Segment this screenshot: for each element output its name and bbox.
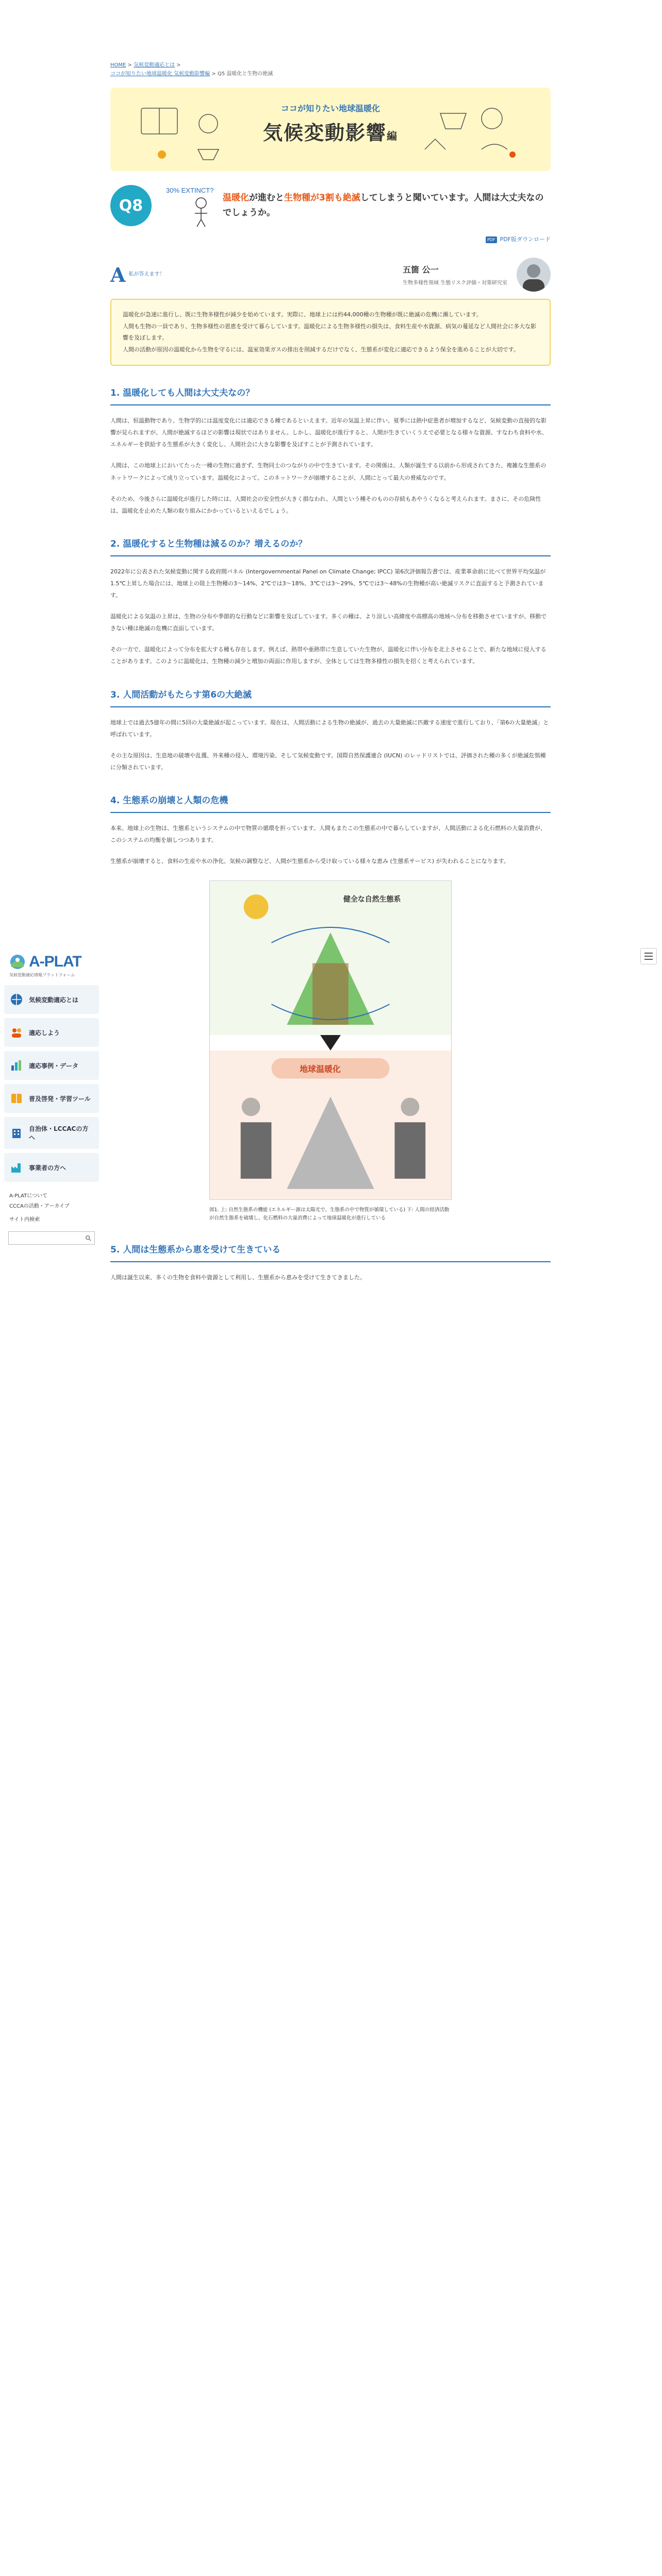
body-paragraph: 人間は、恒温動物であり、生物学的には温度変化には適応できる種であるといえます。近年の気温上昇に伴い、夏季には熱中症患者が増加するなど、気候変動の直接的な影響が見られますが、人間が絶滅するほどの影響は現状ではありません。しかし、温暖化が進行すると、人間が生きていくうえで必要となる様々な資源、すなわち食料や水、エネルギーを供給する生態系が大きく変化し、人間社会に大きな影響を及ぼすことが予測されています。 [110, 417, 548, 448]
section-heading: 3. 人間活動がもたらす第6の大絶滅 [110, 687, 551, 707]
question-text-part: してしまうと聞いています。人間は大丈夫なのでしょうか。 [223, 193, 544, 218]
summary-paragraph: 人間も生物の一員であり、生物多様性の恩恵を受けて暮らしています。温暖化による生物多様性の損失は、食料生産や水資源、病気の蔓延など人間社会に多大な影響を及ぼします。 [123, 323, 537, 342]
sidebar-item-label: 適応しよう [29, 1029, 60, 1037]
question-keyword-warming: 温暖化 [223, 193, 249, 204]
building-icon [9, 1126, 24, 1140]
figure-1 [209, 880, 452, 1223]
site-logo[interactable] [0, 948, 103, 973]
question-text-part: が進むと [249, 193, 284, 204]
body-paragraph: 温暖化による気温の上昇は、生物の分布や季節的な行動などに影響を及ぼしています。多くの種は、より涼しい高緯度や高標高の地域へ分布を移動させていますが、移動できない種は絶滅の危機に直面しています。 [110, 613, 547, 632]
breadcrumb-separator: > [127, 62, 132, 68]
sidebar-item-learning-tools[interactable] [4, 1084, 99, 1113]
book-icon [9, 1091, 24, 1106]
answer-summary [110, 299, 551, 366]
banner-title-suffix: 編 [387, 130, 398, 142]
sidebar-item-adapt[interactable] [4, 1018, 99, 1047]
link-about-aplat[interactable]: A-PLATについて [9, 1193, 48, 1199]
site-search-input[interactable] [8, 1231, 95, 1245]
sidebar-item-label: 自治体・LCCACの方へ [29, 1125, 89, 1142]
body-paragraph: 生態系が崩壊すると、食料の生産や水の浄化、気候の調整など、人間が生態系から受け取っている様々な恵み (生態系サービス) が失われることになります。 [110, 858, 509, 865]
question-block [110, 182, 551, 229]
logo-subtitle: 気候変動適応情報プラットフォーム [9, 973, 75, 977]
body-paragraph: 地球上では過去5億年の間に5回の大量絶滅が起こっています。現在は、人間活動による生物の絶滅が、過去の大量絶滅に匹敵する速度で進行しており、「第6の大量絶滅」と呼ばれています。 [110, 719, 549, 738]
question-keyword-extinction: 生物種が3割も絶滅 [284, 193, 360, 204]
answer-header [110, 258, 551, 292]
sidebar-item-businesses[interactable] [4, 1153, 99, 1182]
breadcrumb-current: Q5 温暖化と生物の絶滅 [217, 71, 273, 77]
breadcrumb-home[interactable]: HOME [110, 62, 126, 68]
menu-line [644, 956, 653, 957]
illust-text: 30% EXTINCT? [166, 187, 214, 194]
body-paragraph: 本来、地球上の生物は、生態系というシステムの中で物質の循環を担っています。人間もまたこの生態系の中で暮らしていますが、人間活動による化石燃料の大量消費が、このシステムの均衡を崩しつつあります。 [110, 824, 547, 843]
body-paragraph: 人間は誕生以来、多くの生物を食料や資源として利用し、生態系から恵みを受けて生きてきました。 [110, 1274, 366, 1281]
body-paragraph: 人間は、この地球上においてたった一種の生物に過ぎず、生物同士のつながりの中で生きています。その関係は、人類が誕生する以前から形成されてきた、複雑な生態系のネットワークによって成り立っています。温暖化によって、このネットワークが崩壊することが、人間にとって最大の脅威なのです。 [110, 462, 547, 481]
sidebar-item-label: 普及啓発・学習ツール [29, 1095, 91, 1103]
body-paragraph: その主な原因は、生息地の破壊や乱獲、外来種の侵入、環境汚染、そして気候変動です。国際自然保護連合 (IUCN) のレッドリストでは、評価された種の多くが絶滅危惧種に分類されています。 [110, 752, 546, 771]
link-ccca-archive[interactable]: CCCAの活動・アーカイブ [9, 1204, 70, 1210]
answer-label: 私が答えます！ [128, 272, 165, 277]
section-heading: 4. 生態系の崩壊と人類の危機 [110, 793, 551, 813]
site-search-label: サイト内検索 [9, 1217, 40, 1223]
question-text [223, 191, 551, 221]
factory-icon [9, 1160, 24, 1175]
body-paragraph: 2022年に公表された気候変動に関する政府間パネル (Intergovernmental Panel on Climate Change; IPCC) 第6次評価報告書では、産業革命前に比べて世界平均気温が1.5℃上昇した場合には、地球上の陸上生物種の3〜14%、2℃では3〜18%、3℃では3〜29%、5℃では3〜48%の生物種が高い絶滅リスクに直面すると予測されています。 [110, 568, 546, 599]
figure-top-label: 健全な自然生態系 [343, 895, 401, 904]
sidebar-item-label: 気候変動適応とは [29, 996, 79, 1004]
sidebar-item-label: 適応事例・データ [29, 1062, 79, 1070]
figure-bottom-label: 地球温暖化 [300, 1064, 341, 1074]
menu-line [644, 959, 653, 960]
main-content [110, 0, 551, 1284]
breadcrumb [110, 61, 551, 78]
author-affiliation: 生物多様性領域 生態リスク評価・対策研究室 [403, 280, 507, 286]
section-heading: 2. 温暖化すると生物種は減るのか？増えるのか？ [110, 536, 551, 556]
answer-glyph: A [110, 263, 126, 286]
sidebar-item-municipalities[interactable] [4, 1117, 99, 1149]
banner-subtitle: ココが知りたい地球温暖化 [280, 104, 380, 113]
page-banner [110, 88, 551, 171]
figure-caption: 図1. 上: 自然生態系の機能 (エネルギー源は太陽光で、生態系の中で物質が循環している) 下: 人間の経済活動が自然生態系を破壊し、化石燃料の大量消費によって地球温暖化が進行している [209, 1207, 450, 1222]
logo-text: A-PLAT [29, 953, 81, 970]
sidebar-item-label: 事業者の方へ [29, 1164, 67, 1172]
sidebar-links [0, 1186, 103, 1230]
author-avatar [517, 258, 551, 292]
sidebar-item-about-adaptation[interactable] [4, 985, 99, 1014]
body-paragraph: その一方で、温暖化によって分布を拡大する種も存在します。例えば、熱帯や亜熱帯に生息していた生物が、温暖化に伴い分布を北上させることで、新たな地域に侵入することがあります。このように温暖化は、生物種の減少と増加の両面に作用しますが、全体としては生物多様性の損失を招くと考えられています。 [110, 646, 547, 665]
author-block [403, 258, 551, 292]
search-icon[interactable] [85, 1235, 91, 1241]
sidebar-item-cases-data[interactable] [4, 1051, 99, 1080]
logo-icon [9, 954, 26, 970]
section-heading: 5. 人間は生態系から恵を受けて生きている [110, 1242, 551, 1262]
extinct-person-illustration [159, 182, 216, 229]
pdf-icon: PDF [486, 236, 497, 243]
globe-icon [9, 992, 24, 1007]
section-heading: 1. 温暖化しても人間は大丈夫なの？ [110, 385, 551, 405]
breadcrumb-adaptation[interactable]: 気候変動適応とは [134, 62, 175, 68]
summary-paragraph: 温暖化が急速に進行し、既に生物多様性が減少を始めています。実際に、地球上には約44,000種の生物種が既に絶滅の危機に瀕しています。 [123, 311, 482, 318]
ecosystem-diagram [209, 880, 452, 1200]
pdf-download-label: PDF版ダウンロード [500, 236, 551, 243]
summary-paragraph: 人間の活動が原因の温暖化から生物を守るには、温室効果ガスの排出を削減するだけでなく、生態系が変化に適応できるよう保全を進めることが大切です。 [123, 346, 519, 353]
body-paragraph: そのため、今後さらに温暖化が進行した時には、人間社会の安全性が大きく損なわれ、人間という種そのものの存続もあやうくなると考えられます。まさに、その危険性は、温暖化を止めた人類の取り組みにかかっているといえるでしょう。 [110, 495, 541, 514]
breadcrumb-separator: > [211, 71, 216, 77]
sidebar [0, 948, 103, 1246]
author-name: 五箇 公一 [403, 265, 439, 275]
breadcrumb-separator: > [176, 62, 181, 68]
people-icon [9, 1025, 24, 1040]
pdf-download-link[interactable] [110, 235, 551, 243]
breadcrumb-series[interactable]: ココが知りたい地球温暖化 気候変動影響編 [110, 71, 210, 77]
hamburger-menu-button[interactable] [640, 948, 657, 964]
chart-icon [9, 1058, 24, 1073]
menu-line [644, 953, 653, 954]
question-badge: Q8 [110, 185, 152, 226]
banner-title: 気候変動影響 [262, 122, 387, 144]
